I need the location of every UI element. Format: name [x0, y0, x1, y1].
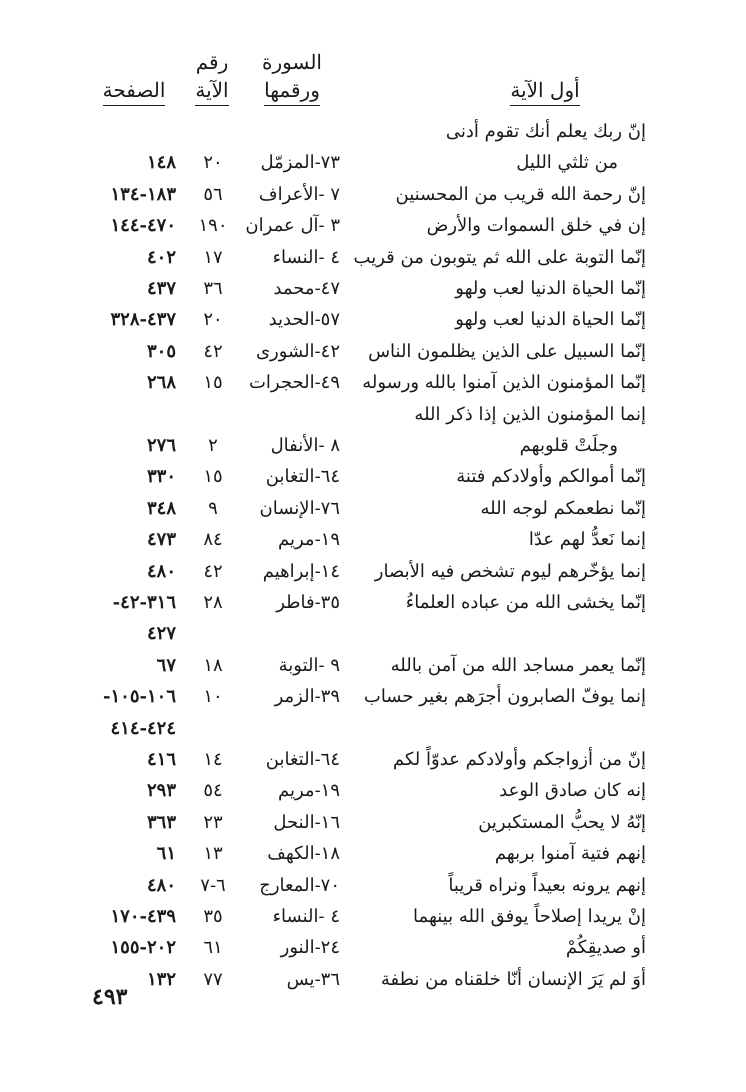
ayah-opening-text: إنّما نطعمكم لوجه الله	[480, 497, 646, 519]
surah-name: ٦٤-التغابن	[265, 749, 340, 770]
page-reference: ٢٠٢-١٥٥	[110, 937, 176, 959]
header-page-label: الصفحة	[103, 76, 166, 106]
page-reference: ٤٢٤-٤١٤	[110, 717, 176, 739]
page-number: ٤٩٣	[92, 984, 128, 1010]
surah-name: ٣٩-الزمر	[274, 686, 340, 708]
verse-number: ١٧	[203, 246, 223, 268]
page-reference: ١٣٢	[146, 968, 176, 990]
page-reference: ٤٣٩-١٧٠	[110, 906, 176, 927]
verse-number: ٢	[208, 435, 218, 456]
page-reference: ٤٧٣	[146, 529, 176, 551]
verse-number: ١٠	[203, 686, 223, 708]
ayah-opening-text: إنّما الحياة الدنيا لعب ولهو	[455, 309, 646, 331]
surah-name: ٤٢-الشورى	[255, 340, 340, 362]
index-row	[90, 336, 646, 368]
surah-name: ٧٦-الإنسان	[259, 497, 340, 519]
verse-number: ٧٧	[203, 968, 223, 990]
index-row	[90, 870, 646, 902]
surah-name: ٨ -الأنفال	[270, 435, 340, 456]
index-row	[90, 713, 646, 745]
page-reference: ٤٧٠-١٤٤	[110, 215, 176, 237]
ayah-opening-text: إنّما أموالكم وأولادكم فتنة	[456, 466, 646, 488]
page-reference: ٣٣٠	[146, 466, 176, 488]
ayah-opening-text: إنّما يعمر مساجد الله من آمن بالله	[390, 654, 646, 676]
index-row	[90, 367, 646, 399]
verse-number: ١٥	[203, 466, 223, 488]
surah-name: ١٦-النحل	[273, 811, 340, 833]
surah-name: ٧ -الأعراف	[258, 183, 340, 205]
ayah-opening-text: إنْ يريدا إصلاحاً يوفق الله بينهما	[413, 906, 646, 927]
header-ayah-label: أول الآية	[510, 76, 579, 106]
header-surah-line2: ورقمها	[264, 76, 320, 106]
index-row	[90, 210, 646, 242]
verse-number: ٦-٧	[200, 874, 226, 896]
page-reference: ٦١	[156, 843, 176, 865]
verse-number: ٢٠	[203, 309, 223, 331]
page-reference: ٤٨٠	[146, 560, 176, 582]
header-page	[98, 76, 170, 106]
index-row	[90, 147, 646, 179]
ayah-opening-text: إنما نَعدُّ لهم عدّا	[528, 529, 646, 551]
page-reference: ٦٧	[156, 654, 176, 676]
header-verse-number-line1: رقم	[195, 50, 229, 74]
index-row	[90, 901, 646, 933]
ayah-opening-text: إنّما السبيل على الذين يظلمون الناس	[368, 340, 646, 362]
index-row	[90, 399, 646, 431]
surah-name: ١٤-إبراهيم	[262, 560, 340, 582]
ayah-opening-text: إنهم يرونه بعيداً ونراه قريباً	[448, 874, 646, 896]
ayah-opening-text: إنّما يخشى الله من عباده العلماءُ	[405, 592, 646, 613]
ayah-opening-text: أو صديقِكُمْ	[565, 937, 646, 959]
page-reference: ٢٦٨	[146, 372, 176, 394]
page-reference: ٢٧٦	[146, 435, 176, 456]
ayah-opening-text: إنّهُ لا يحبُّ المستكبرين	[478, 811, 646, 833]
surah-name: ٣٥-فاطر	[276, 592, 340, 613]
index-row	[90, 932, 646, 964]
page-reference: ٤٨٠	[146, 874, 176, 896]
index-row	[90, 587, 646, 619]
index-row	[90, 681, 646, 713]
ayah-opening-text: إنما يوفّ الصابرون أجرَهم بغير حساب	[363, 686, 646, 708]
index-row	[90, 807, 646, 839]
ayah-opening-text: وجلَتْ قلوبهم	[519, 435, 618, 456]
surah-name: ١٨-الكهف	[267, 843, 340, 865]
surah-name: ٣ -آل عمران	[245, 215, 340, 237]
header-surah-line1: السورة	[262, 50, 322, 74]
index-row	[90, 650, 646, 682]
page-reference: ١٠٦-١٠٥-	[103, 686, 176, 708]
ayah-opening-text: إنّما المؤمنون الذين آمنوا بالله ورسوله	[362, 372, 646, 394]
verse-number: ٢٠	[203, 152, 223, 174]
page-reference: ٢٩٣	[146, 780, 176, 802]
surah-name: ١٩-مريم	[278, 529, 340, 551]
index-row	[90, 493, 646, 525]
index-row	[90, 304, 646, 336]
surah-name: ٧٣-المزمّل	[260, 152, 340, 174]
page-reference: ١٤٨	[146, 152, 176, 174]
surah-name: ٤ -النساء	[272, 906, 340, 927]
header-ayah	[450, 76, 640, 106]
page-reference: ٤١٦	[146, 749, 176, 770]
ayah-opening-text: إنّما الحياة الدنيا لعب ولهو	[455, 278, 646, 299]
surah-name: ٤ -النساء	[272, 246, 340, 268]
ayah-opening-text: إن في خلق السموات والأرض	[426, 215, 646, 237]
page-reference: ٣٤٨	[146, 497, 176, 519]
surah-name: ٩ -التوبة	[278, 654, 340, 676]
page-reference: ٤٣٧	[146, 278, 176, 299]
header-surah	[252, 48, 332, 106]
surah-name: ٤٩-الحجرات	[248, 372, 340, 394]
page-reference: ٤٠٢	[146, 246, 176, 268]
verse-number: ٦١	[203, 937, 223, 959]
ayah-opening-text: أوَ لم يَرَ الإنسان أنّا خلقناه من نطفة	[380, 968, 646, 990]
surah-name: ٧٠-المعارج	[259, 874, 340, 896]
verse-number: ١٥	[203, 372, 223, 394]
page-reference: ٣٦٣	[146, 811, 176, 833]
ayah-opening-text: إنّما التوبة على الله ثم يتوبون من قريب	[353, 246, 646, 268]
index-row	[90, 744, 646, 776]
verse-number: ١٤	[203, 749, 223, 770]
surah-name: ٢٤-النور	[280, 937, 340, 959]
header-verse-number-line2: الآية	[195, 76, 228, 106]
index-row	[90, 964, 646, 996]
verse-number: ٥٦	[203, 183, 223, 205]
page-reference: ٣٠٥	[146, 340, 176, 362]
index-row	[90, 179, 646, 211]
index-row	[90, 273, 646, 305]
index-row	[90, 556, 646, 588]
page-reference: ٤٣٧-٣٢٨	[110, 309, 176, 331]
surah-name: ٥٧-الحديد	[268, 309, 340, 331]
index-row	[90, 116, 646, 148]
ayah-opening-text: إنه كان صادق الوعد	[499, 780, 646, 802]
index-row	[90, 461, 646, 493]
verse-number: ١٩٠	[198, 215, 228, 237]
index-row	[90, 524, 646, 556]
index-row	[90, 242, 646, 274]
ayah-opening-text: إنّ ربك يعلم أنك تقوم أدنى	[445, 121, 646, 142]
index-row	[90, 838, 646, 870]
page-reference: ٣١٦-٤٢-	[112, 592, 176, 613]
verse-number: ٣٦	[203, 278, 223, 299]
verse-number: ١٨	[203, 654, 223, 676]
header-verse-number	[187, 48, 237, 106]
ayah-opening-text: إنّ من أزواجكم وأولادكم عدوّاً لكم	[392, 749, 646, 770]
surah-name: ٣٦-يس	[286, 968, 340, 990]
ayah-opening-text: إنما يؤخّرهم ليوم تشخص فيه الأبصار	[374, 560, 646, 582]
page-reference: ١٨٣-١٣٤	[110, 183, 176, 205]
index-row	[90, 775, 646, 807]
verse-number: ٩	[208, 497, 218, 519]
verse-number: ١٣	[203, 843, 223, 865]
verse-number: ٢٨	[203, 592, 223, 613]
verse-number: ٢٣	[203, 811, 223, 833]
verse-number: ٥٤	[203, 780, 223, 802]
verse-number: ٤٢	[203, 340, 223, 362]
verse-number: ٣٥	[203, 906, 223, 927]
index-row	[90, 430, 646, 462]
ayah-opening-text: إنهم فتية آمنوا بربهم	[494, 843, 646, 865]
ayah-opening-text: من ثلثي الليل	[516, 152, 618, 174]
verse-number: ٤٢	[203, 560, 223, 582]
ayah-opening-text: إنما المؤمنون الذين إذا ذكر الله	[414, 403, 646, 425]
page-reference: ٤٢٧	[146, 623, 176, 645]
ayah-opening-text: إنّ رحمة الله قريب من المحسنين	[395, 183, 646, 205]
surah-name: ١٩-مريم	[278, 780, 340, 802]
surah-name: ٤٧-محمد	[273, 278, 340, 299]
verse-number: ٨٤	[203, 529, 223, 551]
surah-name: ٦٤-التغابن	[265, 466, 340, 488]
index-row	[90, 618, 646, 650]
